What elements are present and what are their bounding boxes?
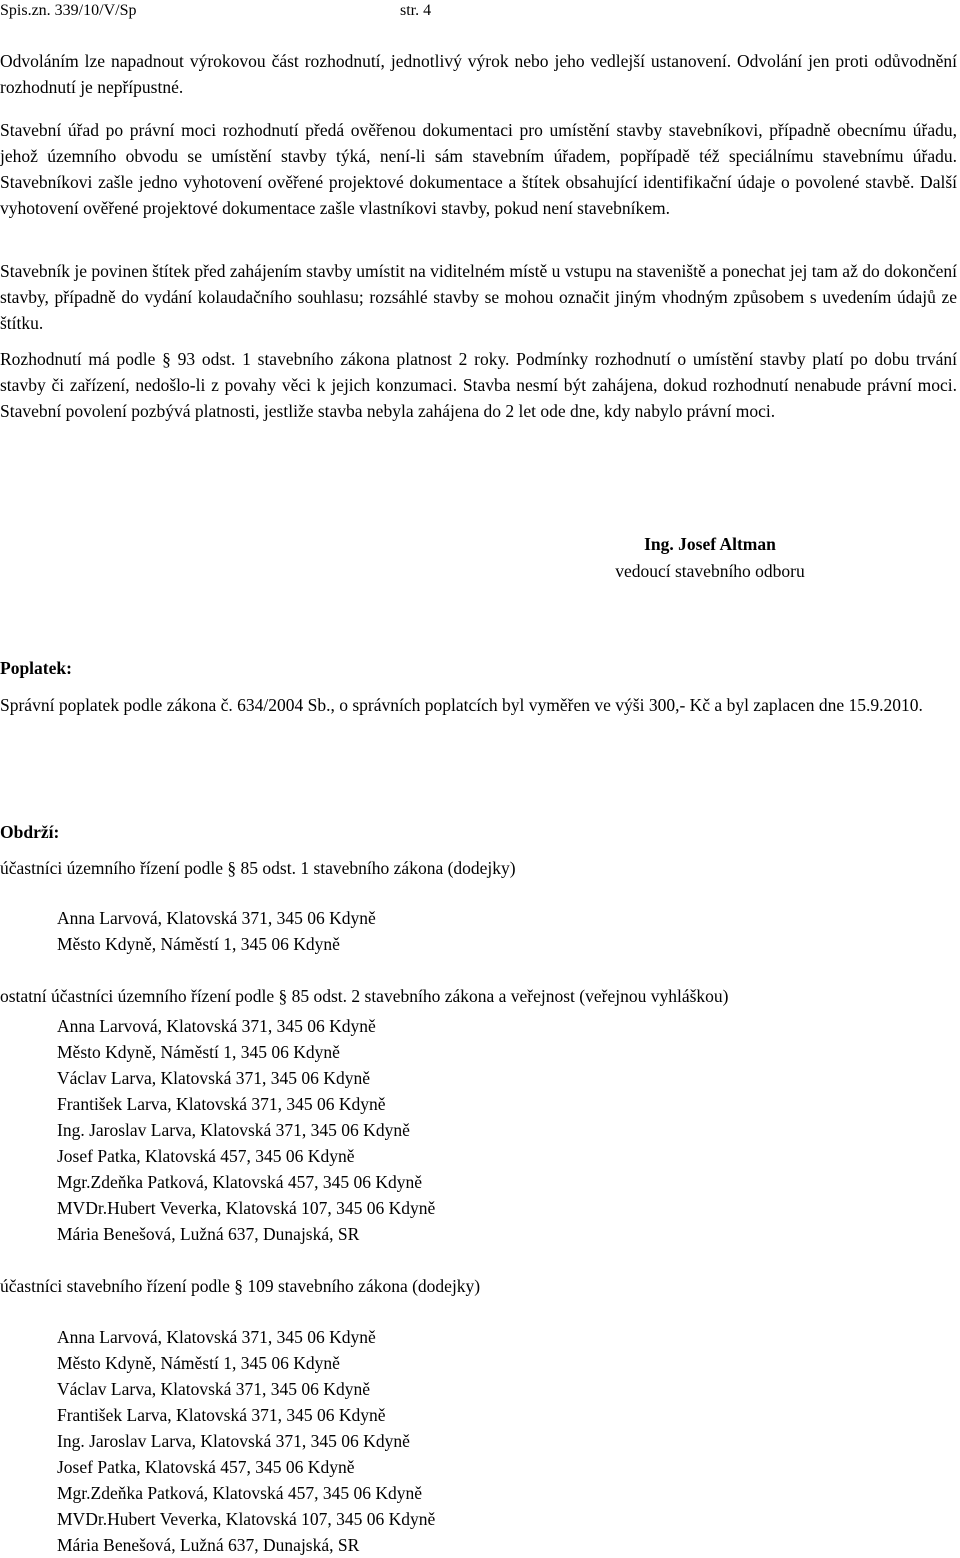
recipient-item: Anna Larvová, Klatovská 371, 345 06 Kdyně (57, 1327, 376, 1347)
recipient-item: Mgr.Zdeňka Patková, Klatovská 457, 345 06 Kdyně (57, 1172, 423, 1192)
recipient-item: Mgr.Zdeňka Patková, Klatovská 457, 345 06 Kdyně (57, 1483, 423, 1503)
signatory-title: vedoucí stavebního odboru (615, 561, 805, 581)
recipient-group-label: ostatní účastníci územního řízení podle § 85 odst. 2 stavebního zákona a veřejnost (veřejnou vyhláškou) (0, 986, 729, 1006)
recipient-item: MVDr.Hubert Veverka, Klatovská 107, 345 06 Kdyně (57, 1509, 436, 1529)
recipient-item: MVDr.Hubert Veverka, Klatovská 107, 345 06 Kdyně (57, 1198, 436, 1218)
recipient-item: Město Kdyně, Náměstí 1, 345 06 Kdyně (57, 934, 340, 954)
signatory-name: Ing. Josef Altman (644, 534, 776, 554)
fee-text: Správní poplatek podle zákona č. 634/2004 Sb., o správních poplatcích byl vyměřen ve výši 300,- Kč a byl zaplacen dne 15.9.2010. (0, 695, 923, 715)
recipient-item: Václav Larva, Klatovská 371, 345 06 Kdyně (57, 1379, 370, 1399)
paragraph-appeal: Odvoláním lze napadnout výrokovou část rozhodnutí, jednotlivý výrok nebo jeho vedlejší ustanovení. Odvolání jen proti odůvodnění rozhodnutí je nepřípustné. (0, 51, 957, 97)
recipient-item: František Larva, Klatovská 371, 345 06 Kdyně (57, 1094, 386, 1114)
paragraph-validity: Rozhodnutí má podle § 93 odst. 1 stavebního zákona platnost 2 roky. Podmínky rozhodnutí o umístění stavby platí po dobu trvání stavby či zařízení, nedošlo-li z povahy věci k jejich konzumaci. Stavba nesmí být zahájena, dokud rozhodnutí nenabude právní moci. Stavební povolení pozbývá platnosti, jestliže stavba nebyla zahájena do 2 let ode dne, kdy nabylo právní moci. (0, 349, 957, 421)
fee-heading: Poplatek: (0, 658, 72, 678)
recipient-list (57, 1013, 435, 1247)
recipient-list (57, 905, 376, 957)
recipient-item: Město Kdyně, Náměstí 1, 345 06 Kdyně (57, 1353, 340, 1373)
recipient-item: František Larva, Klatovská 371, 345 06 Kdyně (57, 1405, 386, 1425)
recipient-item: Město Kdyně, Náměstí 1, 345 06 Kdyně (57, 1042, 340, 1062)
recipient-item: Anna Larvová, Klatovská 371, 345 06 Kdyně (57, 908, 376, 928)
page-number: str. 4 (400, 2, 432, 19)
recipient-item: Josef Patka, Klatovská 457, 345 06 Kdyně (57, 1457, 355, 1477)
recipient-item: Ing. Jaroslav Larva, Klatovská 371, 345 06 Kdyně (57, 1120, 410, 1140)
recipient-item: Václav Larva, Klatovská 371, 345 06 Kdyně (57, 1068, 370, 1088)
recipient-item: Anna Larvová, Klatovská 371, 345 06 Kdyně (57, 1016, 376, 1036)
recipient-item: Mária Benešová, Lužná 637, Dunajská, SR (57, 1535, 360, 1555)
recipient-item: Mária Benešová, Lužná 637, Dunajská, SR (57, 1224, 360, 1244)
recipient-item: Ing. Jaroslav Larva, Klatovská 371, 345 06 Kdyně (57, 1431, 410, 1451)
recipient-group-label: účastníci stavebního řízení podle § 109 stavebního zákona (dodejky) (0, 1276, 481, 1296)
recipient-group-label: účastníci územního řízení podle § 85 odst. 1 stavebního zákona (dodejky) (0, 858, 516, 878)
paragraph-site-label: Stavebník je povinen štítek před zahájením stavby umístit na viditelném místě u vstupu na staveniště a ponechat jej tam až do dokončení stavby, případně do vydání kolaudačního souhlasu; rozsáhlé stavby se mohou označit jiným vhodným způsobem s uvedením údajů ze štítku. (0, 261, 957, 333)
paragraph-documentation: Stavební úřad po právní moci rozhodnutí předá ověřenou dokumentaci pro umístění stavby stavebníkovi, případně obecnímu úřadu, jehož územního obvodu se umístění stavby týká, není-li sám stavebním úřadem, popřípadě též speciálnímu stavebnímu úřadu. Stavebníkovi zašle jedno vyhotovení ověřené projektové dokumentace a štítek obsahující identifikační údaje o povolené stavbě. Další vyhotovení ověřené projektové dokumentace zašle vlastníkovi stavby, pokud není stavebníkem. (0, 120, 957, 218)
recipient-list (57, 1324, 435, 1558)
signature-block (580, 531, 840, 585)
recipients-heading: Obdrží: (0, 822, 60, 842)
recipient-item: Josef Patka, Klatovská 457, 345 06 Kdyně (57, 1146, 355, 1166)
file-reference: Spis.zn. 339/10/V/Sp (0, 2, 137, 19)
